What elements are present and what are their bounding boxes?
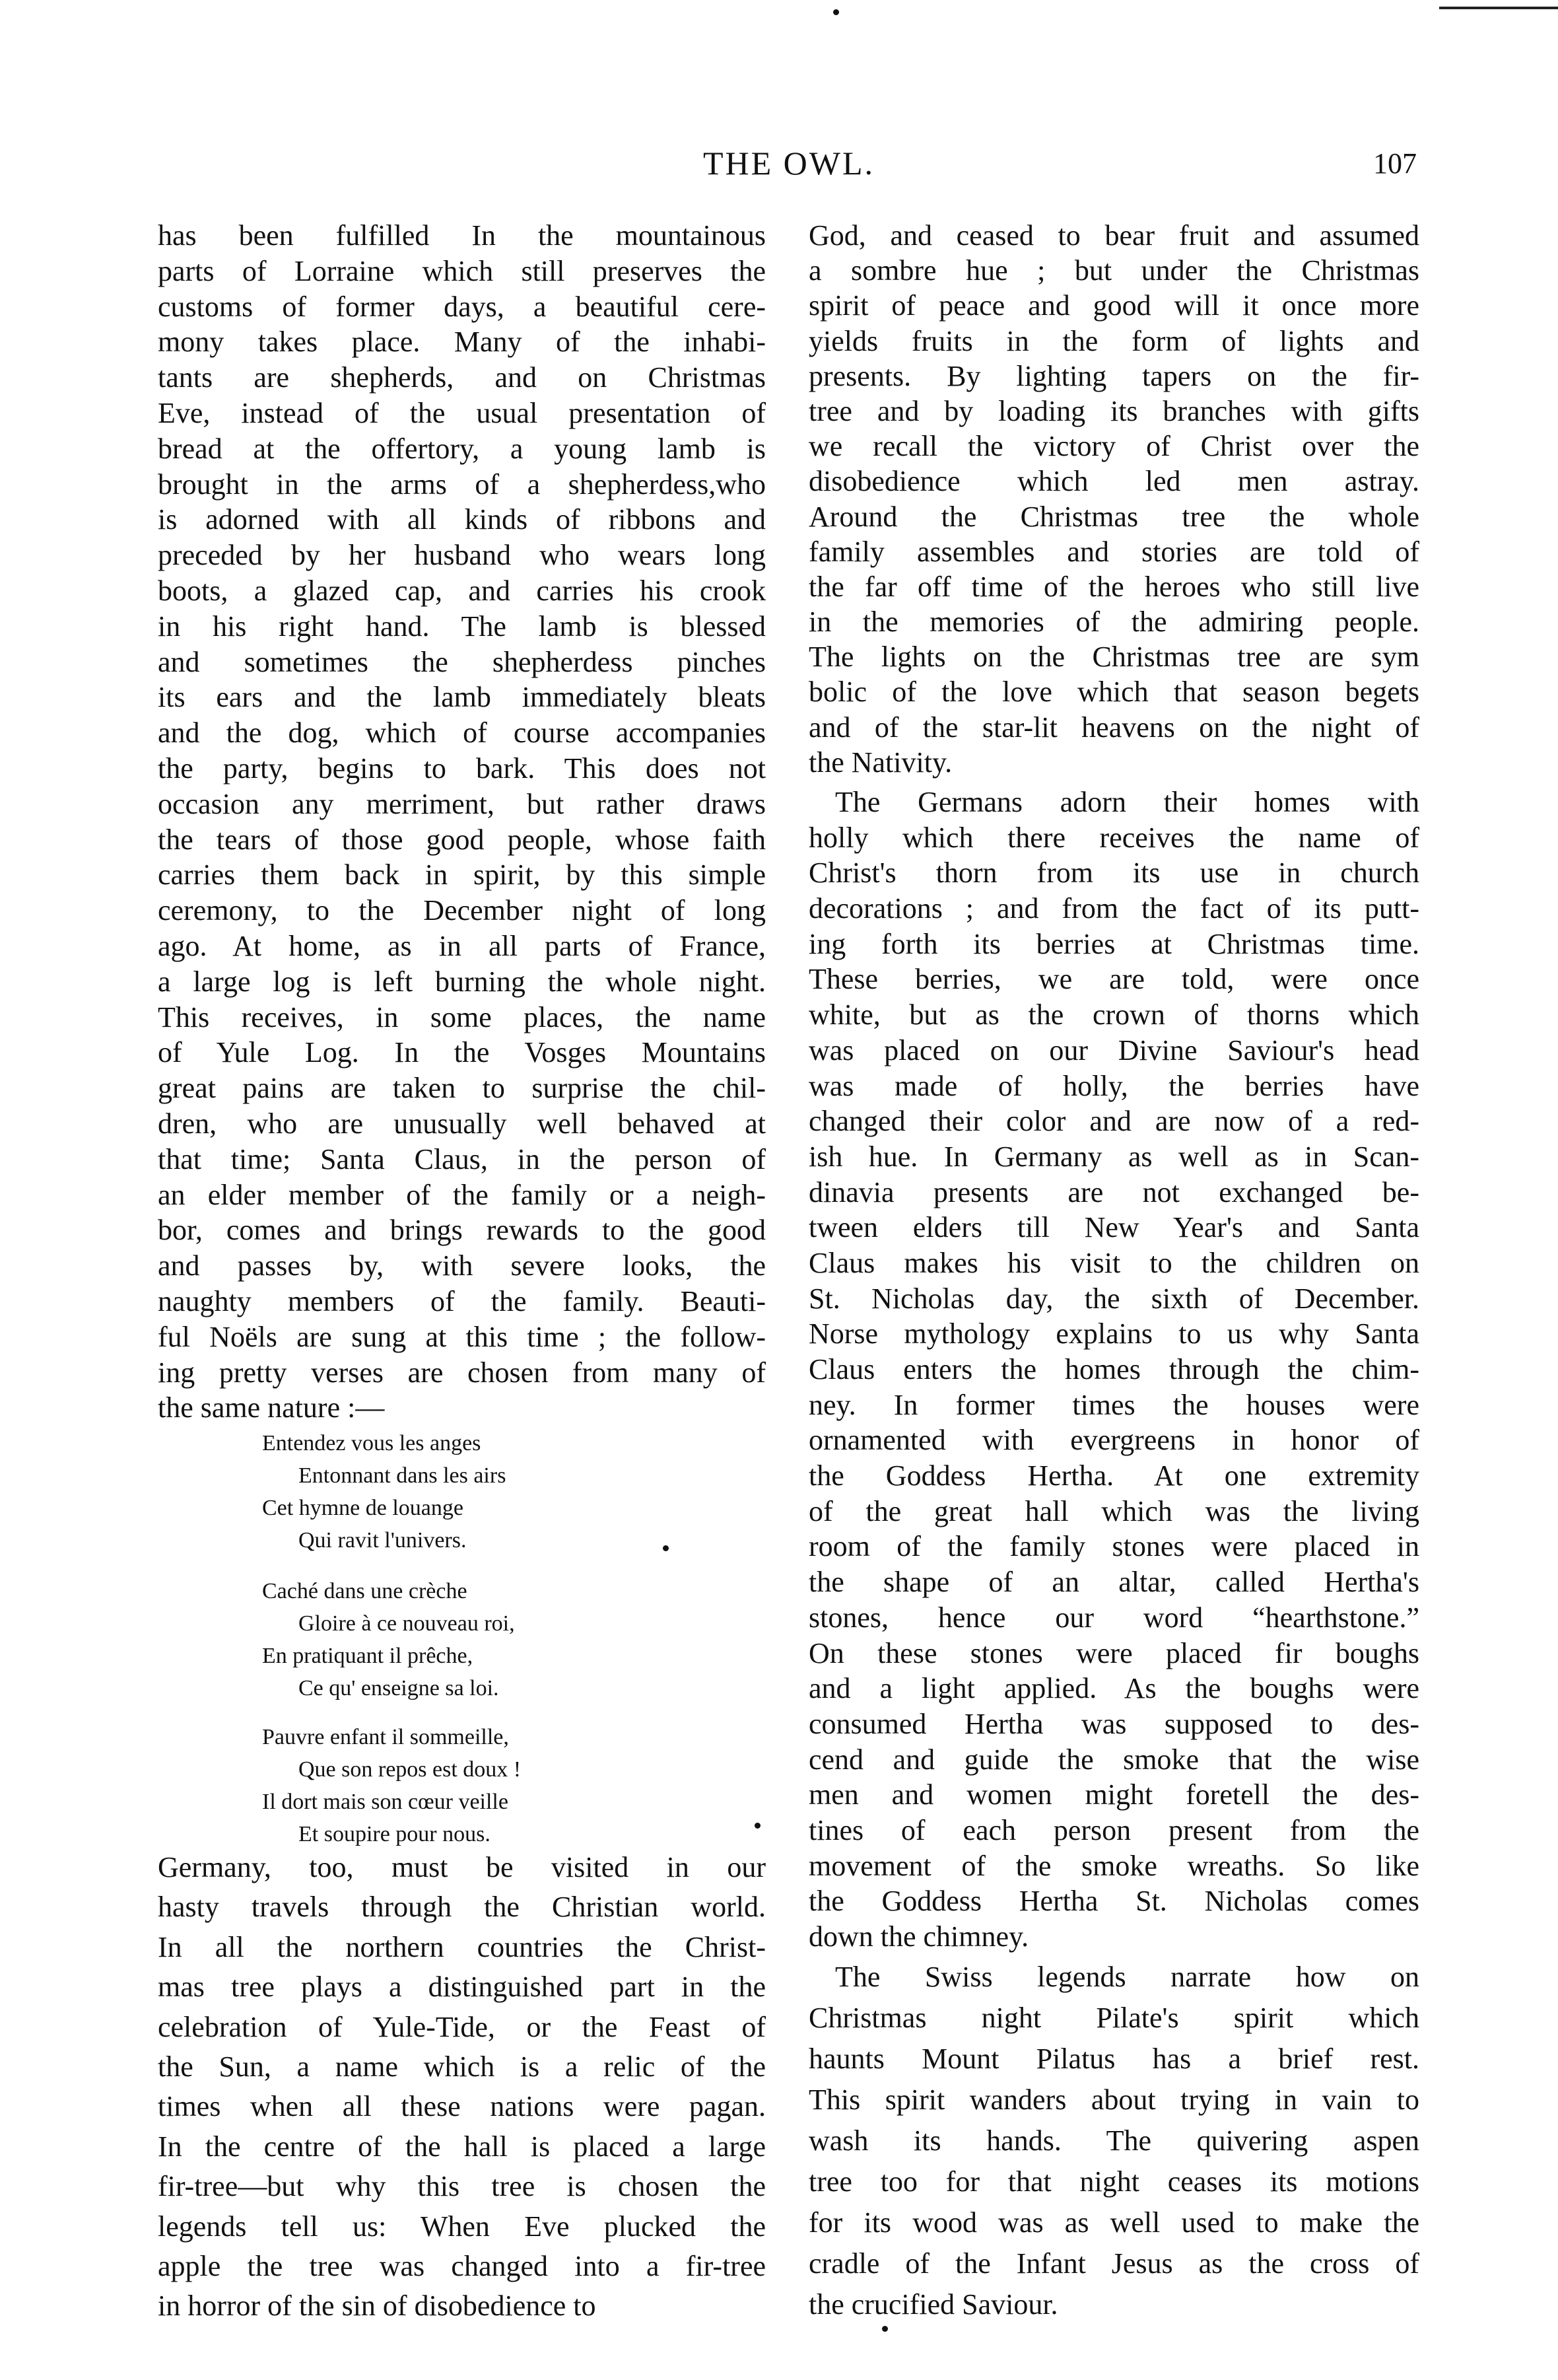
print-speck bbox=[755, 1823, 761, 1829]
text-line: tree too for that night ceases its motions bbox=[809, 2165, 1419, 2198]
text-line: fir-tree—but why this tree is chosen the bbox=[158, 2170, 766, 2203]
poem-line: Qui ravit l'univers. bbox=[298, 1528, 467, 1553]
text-line: in horror of the sin of disobedience to bbox=[158, 2290, 596, 2323]
text-line: God, and ceased to bear fruit and assumed bbox=[809, 219, 1419, 252]
text-line: This spirit wanders about trying in vain to bbox=[809, 2083, 1419, 2116]
poem-line: Que son repos est doux ! bbox=[298, 1757, 522, 1782]
right-paragraph-1 bbox=[809, 218, 1419, 780]
text-line: carries them back in spirit, by this simple bbox=[158, 858, 766, 892]
text-line: dinavia presents are not exchanged be- bbox=[809, 1175, 1419, 1208]
text-line: and passes by, with severe looks, the bbox=[158, 1249, 766, 1282]
text-line: family assembles and stories are told of bbox=[809, 535, 1419, 568]
text-line: disobedience which led men astray. bbox=[809, 465, 1419, 498]
text-line: times when all these nations were pagan. bbox=[158, 2090, 766, 2123]
text-line: celebration of Yule-Tide, or the Feast of bbox=[158, 2010, 766, 2043]
text-line: Christ's thorn from its use in church bbox=[809, 857, 1419, 890]
text-line: hasty travels through the Christian world. bbox=[158, 1891, 766, 1924]
text-line: has been fulfilled In the mountainous bbox=[158, 219, 766, 252]
text-line: room of the family stones were placed in bbox=[809, 1530, 1419, 1563]
text-line: preceded by her husband who wears long bbox=[158, 539, 766, 572]
text-line: Claus makes his visit to the children on bbox=[809, 1246, 1419, 1279]
text-line: On these stones were placed fir boughs bbox=[809, 1636, 1419, 1669]
text-line: the same nature :— bbox=[158, 1391, 385, 1424]
text-line: bolic of the love which that season begets bbox=[809, 676, 1419, 709]
top-edge-rule bbox=[1439, 7, 1558, 9]
text-line: haunts Mount Pilatus has a brief rest. bbox=[809, 2043, 1419, 2075]
text-line: in the memories of the admiring people. bbox=[809, 606, 1419, 639]
left-paragraph-1 bbox=[158, 218, 766, 1426]
left-paragraph-2 bbox=[158, 1848, 766, 2327]
text-line: and of the star-lit heavens on the night of bbox=[809, 711, 1419, 744]
text-line: This receives, in some places, the name bbox=[158, 1000, 766, 1033]
text-line: men and women might foretell the des- bbox=[809, 1778, 1419, 1811]
text-line: the shape of an altar, called Hertha's bbox=[809, 1566, 1419, 1599]
poem-line: Caché dans une crèche bbox=[262, 1579, 467, 1603]
right-paragraph-2 bbox=[809, 785, 1419, 1955]
poem-line: Il dort mais son cœur veille bbox=[262, 1790, 508, 1814]
text-line: the Goddess Hertha St. Nicholas comes bbox=[809, 1885, 1419, 1918]
text-line: ceremony, to the December night of long bbox=[158, 894, 766, 927]
poem-line: Cet hymne de louange bbox=[262, 1496, 463, 1520]
text-line: wash its hands. The quivering aspen bbox=[809, 2124, 1419, 2157]
text-line: that time; Santa Claus, in the person of bbox=[158, 1142, 766, 1175]
text-line: apple the tree was changed into a fir-tree bbox=[158, 2249, 766, 2282]
text-line: Norse mythology explains to us why Santa bbox=[809, 1317, 1419, 1350]
text-line: changed their color and are now of a red- bbox=[809, 1105, 1419, 1138]
poem-line: Et soupire pour nous. bbox=[298, 1822, 491, 1846]
text-line: was placed on our Divine Saviour's head bbox=[809, 1033, 1419, 1067]
text-line: Claus enters the homes through the chim- bbox=[809, 1353, 1419, 1385]
text-line: legends tell us: When Eve plucked the bbox=[158, 2210, 766, 2243]
text-line: presents. By lighting tapers on the fir- bbox=[809, 359, 1419, 392]
text-line: the far off time of the heroes who still live bbox=[809, 570, 1419, 603]
poem-line: Gloire à ce nouveau roi, bbox=[298, 1611, 515, 1636]
poem-stanza-2 bbox=[262, 1575, 515, 1704]
text-line: of the great hall which was the living bbox=[809, 1494, 1419, 1527]
text-line: Christmas night Pilate's spirit which bbox=[809, 2002, 1419, 2034]
text-line: naughty members of the family. Beauti- bbox=[158, 1284, 766, 1317]
text-line: holly which there receives the name of bbox=[809, 821, 1419, 854]
text-line: decorations ; and from the fact of its putt- bbox=[809, 892, 1419, 925]
print-speck bbox=[663, 1545, 669, 1551]
text-line: mony takes place. Many of the inhabi- bbox=[158, 326, 766, 359]
poem-stanza-3 bbox=[262, 1721, 521, 1850]
text-line: and sometimes the shepherdess pinches bbox=[158, 645, 766, 678]
text-line: the Sun, a name which is a relic of the bbox=[158, 2050, 766, 2083]
text-line: Eve, instead of the usual presentation of bbox=[158, 396, 766, 429]
poem-line: Entendez vous les anges bbox=[262, 1431, 481, 1455]
text-line: dren, who are unusually well behaved at bbox=[158, 1107, 766, 1140]
text-line: an elder member of the family or a neigh- bbox=[158, 1178, 766, 1211]
text-line: spirit of peace and good will it once more bbox=[809, 289, 1419, 322]
poem-line: Entonnant dans les airs bbox=[298, 1463, 506, 1488]
poem-line: En pratiquant il prêche, bbox=[262, 1644, 473, 1668]
poem-stanza-1 bbox=[262, 1427, 506, 1557]
text-line: mas tree plays a distinguished part in the bbox=[158, 1971, 766, 2004]
text-line: its ears and the lamb immediately bleats bbox=[158, 681, 766, 714]
print-speck bbox=[882, 2326, 888, 2332]
text-line: the Nativity. bbox=[809, 746, 953, 779]
text-line: we recall the victory of Christ over the bbox=[809, 430, 1419, 463]
text-line: a large log is left burning the whole night. bbox=[158, 965, 766, 998]
text-line: of Yule Log. In the Vosges Mountains bbox=[158, 1036, 766, 1069]
text-line: movement of the smoke wreaths. So like bbox=[809, 1849, 1419, 1882]
text-line: bread at the offertory, a young lamb is bbox=[158, 432, 766, 465]
text-line: cradle of the Infant Jesus as the cross of bbox=[809, 2247, 1419, 2280]
text-line: ornamented with evergreens in honor of bbox=[809, 1424, 1419, 1457]
text-line: consumed Hertha was supposed to des- bbox=[809, 1707, 1419, 1740]
text-line: tween elders till New Year's and Santa bbox=[809, 1211, 1419, 1244]
text-line: customs of former days, a beautiful cere- bbox=[158, 290, 766, 323]
text-line: ing forth its berries at Christmas time. bbox=[809, 927, 1419, 960]
text-line: and the dog, which of course accompanies bbox=[158, 717, 766, 750]
text-line: tines of each person present from the bbox=[809, 1813, 1419, 1846]
text-line: the crucified Saviour. bbox=[809, 2288, 1058, 2321]
text-line: ful Noëls are sung at this time ; the follow- bbox=[158, 1320, 766, 1353]
text-line: Around the Christmas tree the whole bbox=[809, 500, 1419, 533]
text-line: ing pretty verses are chosen from many of bbox=[158, 1356, 766, 1389]
text-line: was made of holly, the berries have bbox=[809, 1069, 1419, 1102]
text-line: In the centre of the hall is placed a large bbox=[158, 2130, 766, 2163]
text-line: ago. At home, as in all parts of France, bbox=[158, 929, 766, 962]
text-line: The Germans adorn their homes with bbox=[835, 786, 1419, 818]
text-line: Germany, too, must be visited in our bbox=[158, 1851, 766, 1883]
text-line: tree and by loading its branches with gifts bbox=[809, 394, 1419, 427]
poem-line: Ce qu' enseigne sa loi. bbox=[298, 1676, 499, 1700]
text-line: occasion any merriment, but rather draws bbox=[158, 787, 766, 820]
text-line: stones, hence our word “hearthstone.” bbox=[809, 1601, 1419, 1634]
right-paragraph-3 bbox=[809, 1957, 1419, 2325]
text-line: white, but as the crown of thorns which bbox=[809, 998, 1419, 1032]
running-title: THE OWL. bbox=[702, 145, 875, 182]
text-line: down the chimney. bbox=[809, 1920, 1029, 1953]
text-line: In all the northern countries the Christ- bbox=[158, 1930, 766, 1963]
text-line: brought in the arms of a shepherdess,who bbox=[158, 468, 766, 501]
poem-line: Pauvre enfant il sommeille, bbox=[262, 1725, 509, 1749]
text-line: for its wood was as well used to make the bbox=[809, 2206, 1419, 2239]
text-line: ish hue. In Germany as well as in Scan- bbox=[809, 1140, 1419, 1173]
text-line: yields fruits in the form of lights and bbox=[809, 324, 1419, 357]
text-line: the Goddess Hertha. At one extremity bbox=[809, 1459, 1419, 1492]
text-line: and a light applied. As the boughs were bbox=[809, 1672, 1419, 1705]
text-line: The lights on the Christmas tree are sym bbox=[809, 641, 1419, 674]
text-line: the tears of those good people, whose faith bbox=[158, 823, 766, 856]
text-line: parts of Lorraine which still preserves the bbox=[158, 254, 766, 287]
text-line: the party, begins to bark. This does not bbox=[158, 752, 766, 785]
text-line: The Swiss legends narrate how on bbox=[835, 1961, 1419, 1993]
text-line: is adorned with all kinds of ribbons and bbox=[158, 503, 766, 536]
page-number: 107 bbox=[1373, 147, 1417, 180]
text-line: These berries, we are told, were once bbox=[809, 963, 1419, 996]
text-line: tants are shepherds, and on Christmas bbox=[158, 361, 766, 394]
text-line: St. Nicholas day, the sixth of December. bbox=[809, 1282, 1419, 1315]
text-line: cend and guide the smoke that the wise bbox=[809, 1743, 1419, 1776]
text-line: boots, a glazed cap, and carries his crook bbox=[158, 574, 766, 607]
text-line: in his right hand. The lamb is blessed bbox=[158, 610, 766, 643]
print-speck bbox=[833, 9, 839, 15]
text-line: great pains are taken to surprise the chil- bbox=[158, 1072, 766, 1105]
text-line: bor, comes and brings rewards to the good bbox=[158, 1214, 766, 1247]
text-line: a sombre hue ; but under the Christmas bbox=[809, 254, 1419, 287]
text-line: ney. In former times the houses were bbox=[809, 1388, 1419, 1421]
